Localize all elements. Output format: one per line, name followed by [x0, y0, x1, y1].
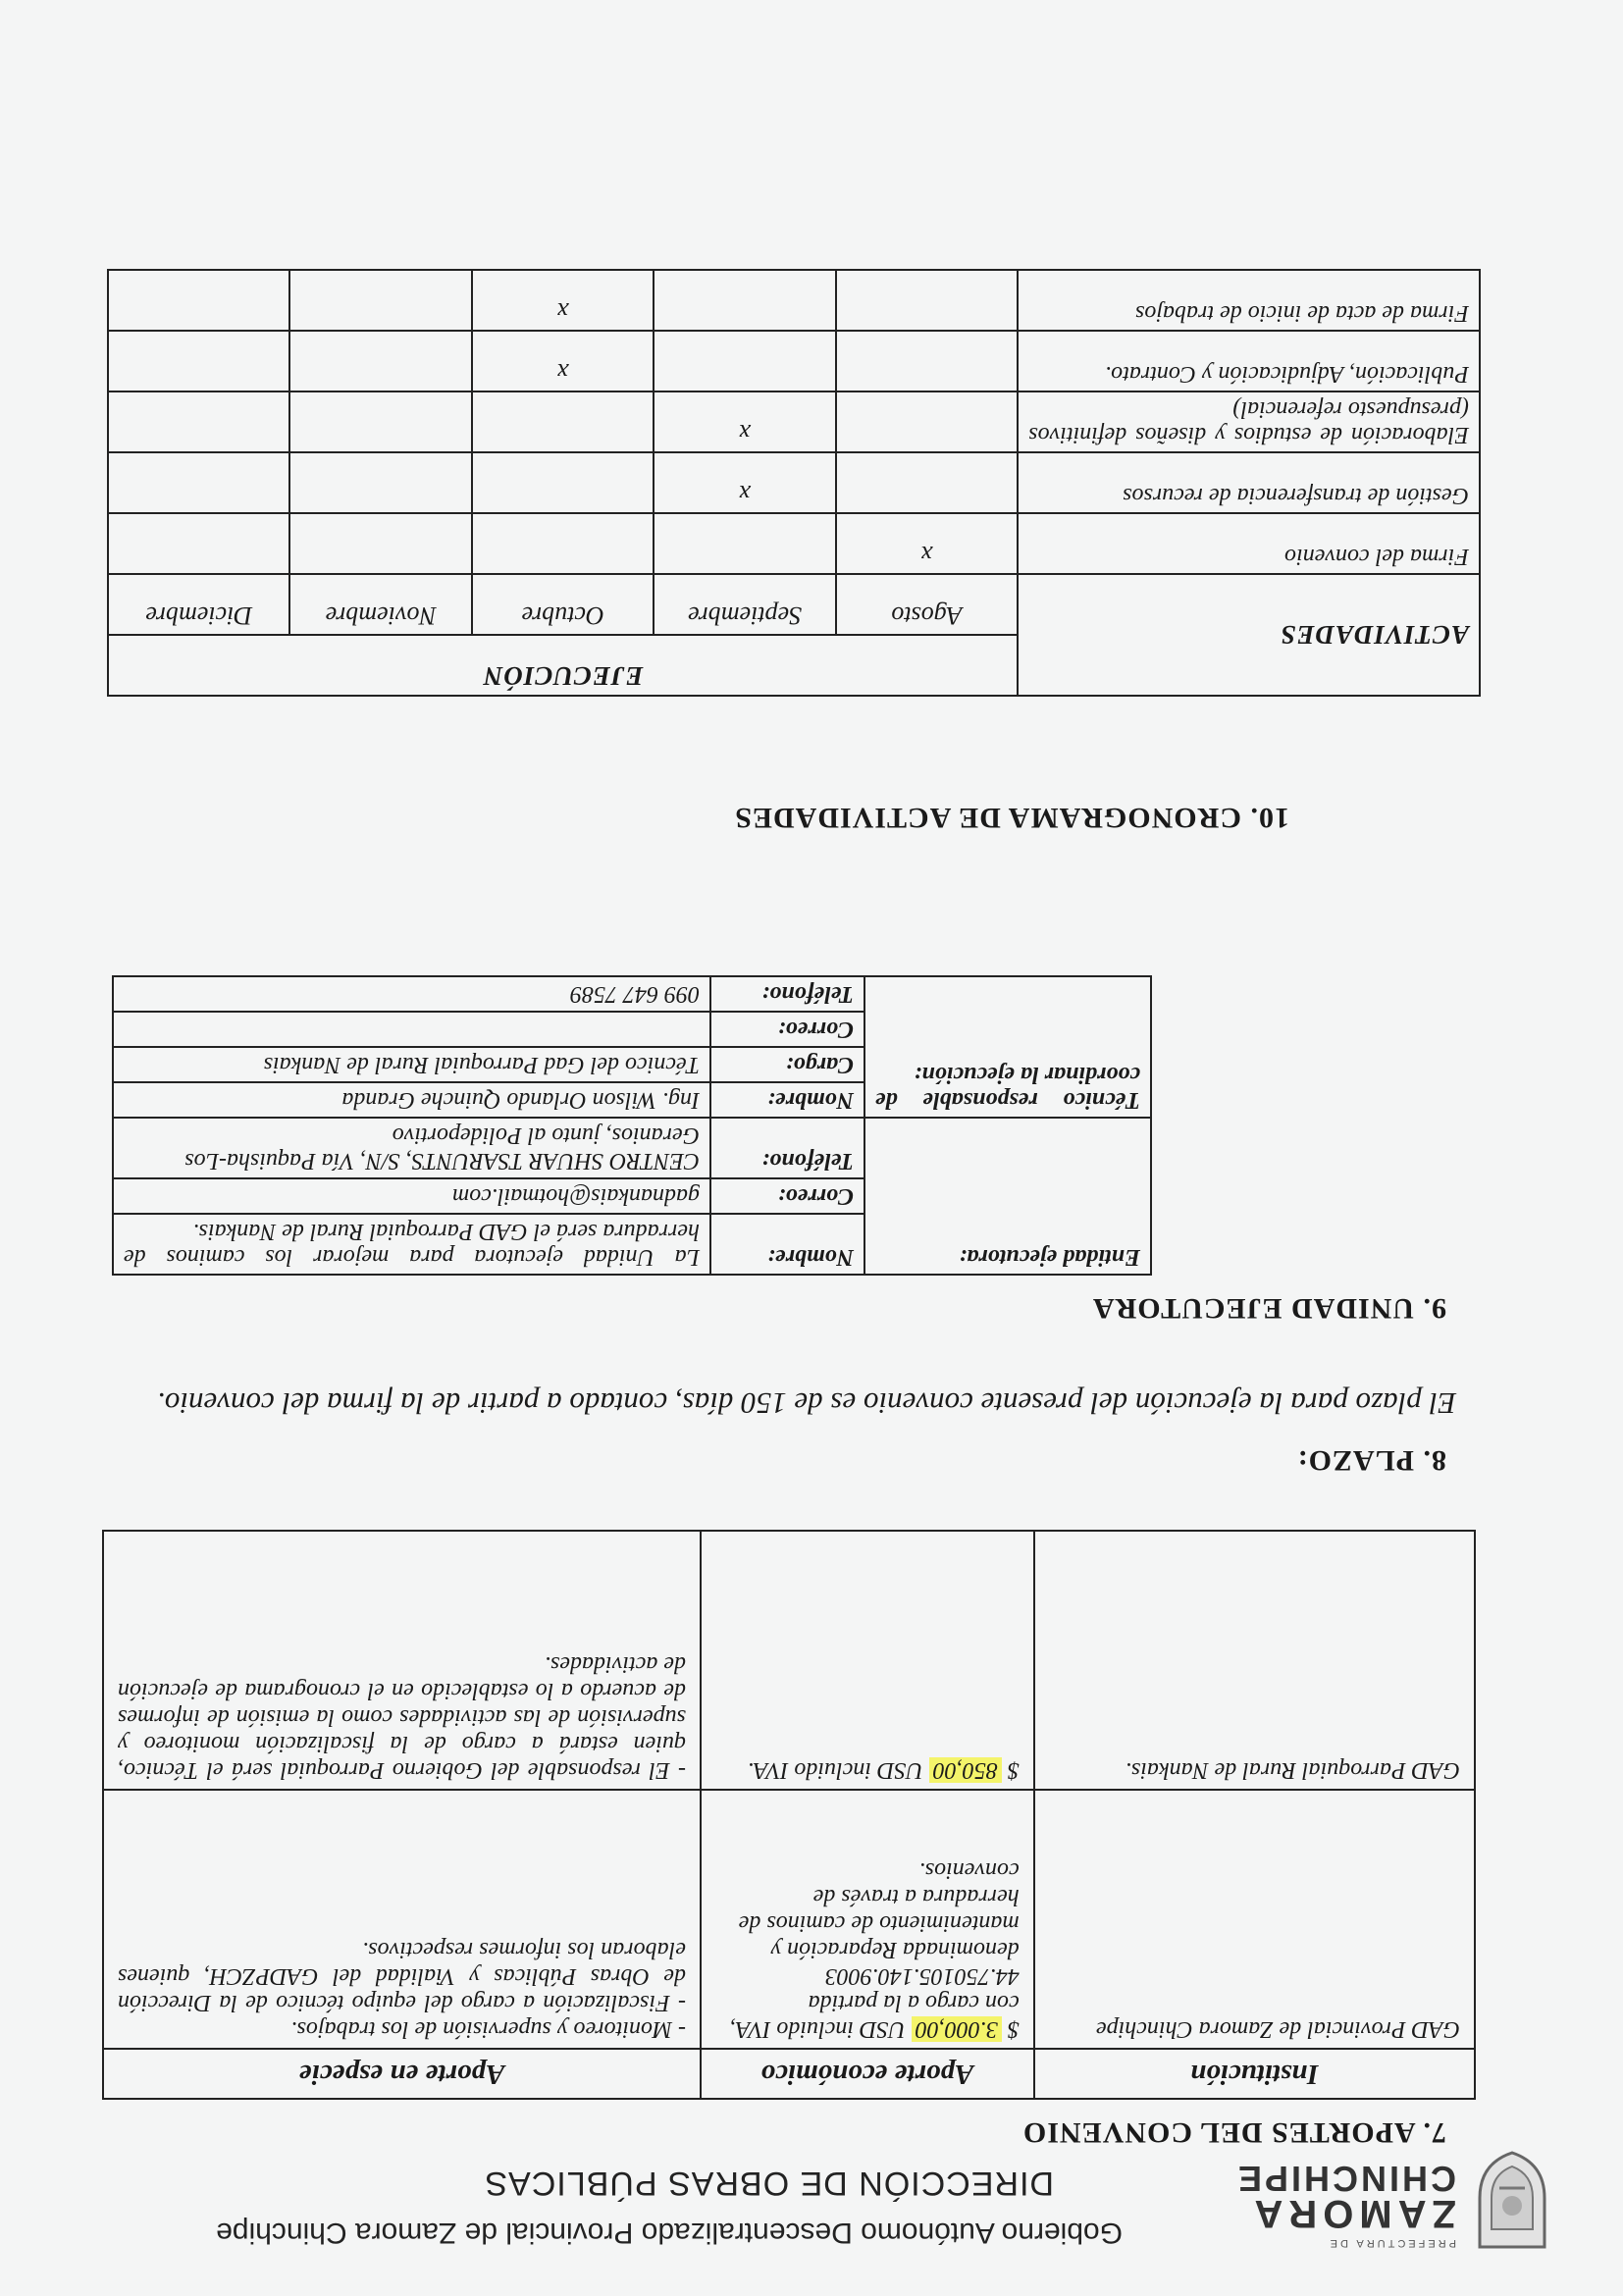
table-row	[113, 1082, 1151, 1118]
section-10-heading: 10. CRONOGRAMA DE ACTIVIDADES	[734, 802, 1289, 834]
table-header-row	[108, 635, 1480, 696]
schedule-mark	[836, 452, 1018, 513]
coat-of-arms-icon	[1470, 2149, 1554, 2257]
logo-chinchipe-text: CHINCHIPE	[1234, 2159, 1456, 2199]
section-9-heading: 9. UNIDAD EJECUTORA	[1092, 1292, 1446, 1325]
field-label: Teléfono:	[710, 976, 864, 1012]
schedule-mark: x	[836, 513, 1018, 574]
schedule-mark	[290, 391, 472, 452]
institution-cell: GAD Provincial de Zamora Chinchipe	[1034, 1790, 1475, 2049]
amount-description: USD incluido IVA.	[747, 1757, 923, 1783]
currency-symbol: $	[1007, 2016, 1020, 2042]
field-value: Ing. Wilson Orlando Quinche Granda	[113, 1082, 710, 1118]
activity-cell: Gestión de transferencia de recursos	[1018, 452, 1480, 513]
highlighted-amount: 3.000,00	[912, 2016, 1002, 2042]
schedule-mark: x	[654, 452, 835, 513]
prefecture-logo	[1142, 2139, 1554, 2257]
field-label: Nombre:	[710, 1082, 864, 1118]
schedule-mark	[472, 391, 654, 452]
amount-description: USD incluido IVA, con cargo a la partida 44.750105.140.9003 denominada Reparación y mantenimiento de caminos de herradura a través de convenios.	[729, 1857, 1020, 2042]
department-title: DIRECCIÓN DE OBRAS PÚBLICAS	[484, 2165, 1054, 2202]
economic-contribution-cell	[701, 1790, 1034, 2049]
cronograma-table	[107, 269, 1481, 697]
aportes-table	[102, 1530, 1476, 2100]
schedule-mark	[472, 452, 654, 513]
table-row	[108, 331, 1480, 391]
logo-prefectura-text: PREFECTURA DE	[1327, 2237, 1456, 2249]
column-header: Aporte económico	[701, 2049, 1034, 2099]
schedule-mark	[108, 270, 290, 331]
table-row	[103, 1790, 1475, 2049]
in-kind-contribution-cell: - El responsable del Gobierno Parroquial será el Técnico, quien estará a cargo de la fiscalización monitoreo y supervisión de las actividades como la emisión de informes de acuerdo a lo establecido en el cronograma de ejecución de actividades.	[103, 1531, 701, 1790]
institution-title: Gobierno Autónomo Descentralizado Provincial de Zamora Chinchipe	[216, 2217, 1123, 2249]
column-header: Aporte en especie	[103, 2049, 701, 2099]
table-header-row	[103, 2049, 1475, 2099]
institution-cell: GAD Parroquial Rural de Nankais.	[1034, 1531, 1475, 1790]
field-value: gadnankais@hotmail.com	[113, 1178, 710, 1214]
economic-contribution-cell	[701, 1531, 1034, 1790]
schedule-mark	[290, 331, 472, 391]
schedule-mark	[108, 331, 290, 391]
field-label: Correo:	[710, 1012, 864, 1047]
schedule-mark	[108, 452, 290, 513]
schedule-mark	[290, 513, 472, 574]
month-header: Octubre	[472, 574, 654, 635]
table-row	[113, 1214, 1151, 1275]
in-kind-contribution-cell: - Monitoreo y supervisión de los trabajos. - Fiscalización a cargo del equipo técnico de la Dirección de Obras Públicas y Vialidad del GADPZCH, quienes elaboran los informes respectivos.	[103, 1790, 701, 2049]
schedule-mark: x	[472, 331, 654, 391]
currency-symbol: $	[1007, 1757, 1020, 1783]
activity-cell: Firma del convenio	[1018, 513, 1480, 574]
ejecucion-header: EJECUCIÓN	[108, 635, 1018, 696]
field-label: Teléfono:	[710, 1118, 864, 1178]
table-row	[108, 270, 1480, 331]
activity-cell: Publicación, Adjudicación y Contrato.	[1018, 331, 1480, 391]
table-row	[108, 391, 1480, 452]
month-header: Diciembre	[108, 574, 290, 635]
table-row	[108, 452, 1480, 513]
schedule-mark	[290, 452, 472, 513]
unidad-ejecutora-table	[112, 975, 1152, 1276]
activity-cell: Firma de acta de inicio de trabajos	[1018, 270, 1480, 331]
field-label: Nombre:	[710, 1214, 864, 1275]
section-8-heading: 8. PLAZO:	[1296, 1444, 1446, 1477]
actividades-header: ACTIVIDADES	[1018, 574, 1480, 696]
month-header: Septiembre	[654, 574, 835, 635]
schedule-mark	[836, 331, 1018, 391]
field-value: CENTRO SHUAR TSARUNTS, S/N, Vía Paquisha-Los Geranios, junto al Polideportivo	[113, 1118, 710, 1178]
table-row	[108, 513, 1480, 574]
schedule-mark	[108, 513, 290, 574]
field-label: Correo:	[710, 1178, 864, 1214]
field-value: Técnico del Gad Parroquial Rural de Nankais	[113, 1047, 710, 1082]
month-header: Noviembre	[290, 574, 472, 635]
logo-zamora-text: ZAMORA	[1248, 2192, 1456, 2235]
column-header: Institución	[1034, 2049, 1475, 2099]
field-label: Cargo:	[710, 1047, 864, 1082]
schedule-mark	[472, 513, 654, 574]
field-value: La Unidad ejecutora para mejorar los caminos de herradura será el GAD Parroquial Rural de Nankais.	[113, 1214, 710, 1275]
schedule-mark	[836, 391, 1018, 452]
schedule-mark	[654, 513, 835, 574]
schedule-mark	[654, 270, 835, 331]
tecnico-label: Técnico responsable de coordinar la ejecución:	[864, 976, 1151, 1118]
activity-cell: Elaboración de estudios y diseños definitivos (presupuesto referencial)	[1018, 391, 1480, 452]
schedule-mark	[654, 331, 835, 391]
highlighted-amount: 850,00	[929, 1757, 1002, 1783]
plazo-paragraph: El plazo para la ejecución del presente convenio es de 150 días, contado a partir de la firma del convenio.	[157, 1386, 1456, 1421]
section-7-heading: 7. APORTES DEL CONVENIO	[1021, 2116, 1446, 2149]
schedule-mark	[290, 270, 472, 331]
entidad-label: Entidad ejecutora:	[864, 1118, 1151, 1275]
schedule-mark: x	[472, 270, 654, 331]
month-header: Agosto	[836, 574, 1018, 635]
schedule-mark	[836, 270, 1018, 331]
schedule-mark	[108, 391, 290, 452]
field-value	[113, 1012, 710, 1047]
schedule-mark: x	[654, 391, 835, 452]
field-value: 099 647 7589	[113, 976, 710, 1012]
table-row	[103, 1531, 1475, 1790]
